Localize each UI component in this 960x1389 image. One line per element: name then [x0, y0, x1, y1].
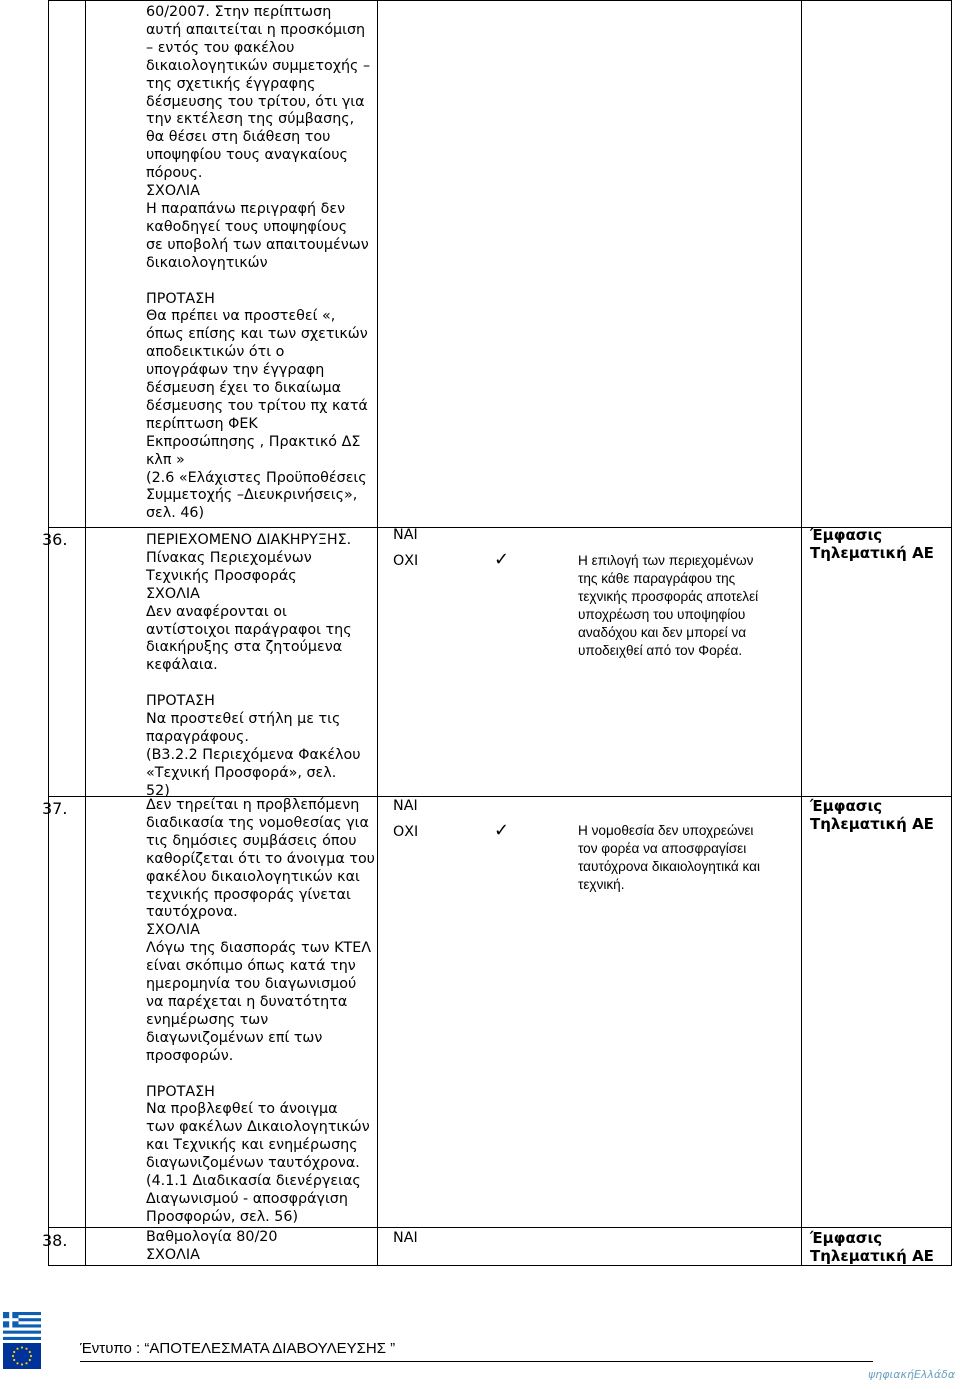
eu-flag-icon — [3, 1343, 41, 1369]
option-no: ΟΧΙ — [393, 824, 419, 840]
response-note: Η νομοθεσία δεν υποχρεώνει τον φορέα να αποσφραγίσει ταυτόχρονα δικαιολογητικά και τεχνική. — [578, 823, 760, 892]
footer-form-label: Έντυπο : “ΑΠΟΤΕΛΕΣΜΑΤΑ ΔΙΑΒΟΥΛΕΥΣΗΣ ” — [80, 1340, 396, 1357]
digital-greece-logo: ψηφιακήΕλλάδα — [868, 1368, 956, 1381]
respondent-name: Έμφασις Τηλεματική ΑΕ — [810, 526, 934, 562]
respondent-name: Έμφασις Τηλεματική ΑΕ — [810, 1229, 934, 1265]
footer-divider — [80, 1361, 873, 1362]
response-note: Η επιλογή των περιεχομένων της κάθε παραγράφου της τεχνικής προσφοράς αποτελεί υποχρέωση του υποψηφίου αναδόχου και δεν μπορεί να υποδειχθεί από τον Φορέα. — [578, 553, 759, 658]
column-divider — [85, 0, 86, 1265]
option-yes: ΝΑΙ — [393, 1230, 418, 1246]
greek-flag-icon — [3, 1312, 41, 1340]
respondent-name: Έμφασις Τηλεματική ΑΕ — [810, 797, 934, 833]
row-text: Βαθμολογία 80/20 ΣΧΟΛΙΑ — [146, 1229, 278, 1263]
checkmark-icon: ✓ — [494, 549, 510, 570]
row-number: 38. — [42, 1231, 68, 1250]
checkmark-icon: ✓ — [494, 820, 510, 841]
row-number: 36. — [42, 530, 68, 549]
row-number: 37. — [42, 799, 68, 818]
row-text: Δεν τηρείται η προβλεπόμενη διαδικασία της νομοθεσίας για τις δημόσιες συμβάσεις όπου καθορίζεται ότι το άνοιγμα του φακέλου δικαιολογητικών και τεχνικής προσφοράς γίνεται ταυτόχρονα. ΣΧΟΛΙΑ Λόγω της διασποράς των ΚΤΕΛ είναι σκόπιμο όπως κατά την ημερομηνία του διαγωνισμού να παρέχεται η δυνατότητα ενημέρωσης των διαγωνιζομένων επί των προσφορών. ΠΡΟΤΑΣΗ Να προβλεφθεί το άνοιγμα των φακέλων Δικαιολογητικών και Τεχνικής και ενημέρωσης διαγωνιζομένων ταυτόχρονα. (4.1.1 Διαδικασία διενέργειας Διαγωνισμού - αποσφράγιση Προσφορών, σελ. 56) — [146, 797, 375, 1225]
option-no: ΟΧΙ — [393, 553, 419, 569]
row-text: 60/2007. Στην περίπτωση αυτή απαιτείται η προσκόμιση – εντός του φακέλου δικαιολογητικών συμμετοχής – της σχετικής έγγραφης δέσμευσης του τρίτου, ότι για την εκτέλεση της σύμβασης, θα θέσει στη διάθεση του υποψηφίου τους αναγκαίους πόρους. ΣΧΟΛΙΑ Η παραπάνω περιγραφή δεν καθοδηγεί τους υποψηφίους σε υποβολή των απαιτουμένων δικαιολογητικών ΠΡΟΤΑΣΗ Θα πρέπει να προστεθεί «, όπως επίσης και των σχετικών αποδεικτικών ότι ο υπογράφων την έγγραφη δέσμευση έχει το δικαίωμα δέσμευσης του τρίτου πχ κατά περίπτωση ΦΕΚ Εκπροσώπησης , Πρακτικό ΔΣ κλπ » (2.6 «Ελάχιστες Προϋποθέσεις Συμμετοχής –Διευκρινήσεις», σελ. 46) — [146, 4, 371, 522]
option-yes: ΝΑΙ — [393, 798, 418, 814]
row-divider — [49, 0, 951, 1]
row-divider — [49, 1227, 951, 1228]
row-text: ΠΕΡΙΕΧΟΜΕΝΟ ΔΙΑΚΗΡΥΞΗΣ. Πίνακας Περιεχομένων Τεχνικής Προσφοράς ΣΧΟΛΙΑ Δεν αναφέρονται οι αντίστοιχοι παράγραφοι της διακήρυξης στα ζητούμενα κεφάλαια. ΠΡΟΤΑΣΗ Να προστεθεί στήλη με τις παραγράφους. (Β3.2.2 Περιεχόμενα Φακέλου «Τεχνική Προσφορά», σελ. 52) — [146, 532, 361, 799]
option-yes: ΝΑΙ — [393, 527, 418, 543]
column-divider — [801, 0, 802, 1265]
